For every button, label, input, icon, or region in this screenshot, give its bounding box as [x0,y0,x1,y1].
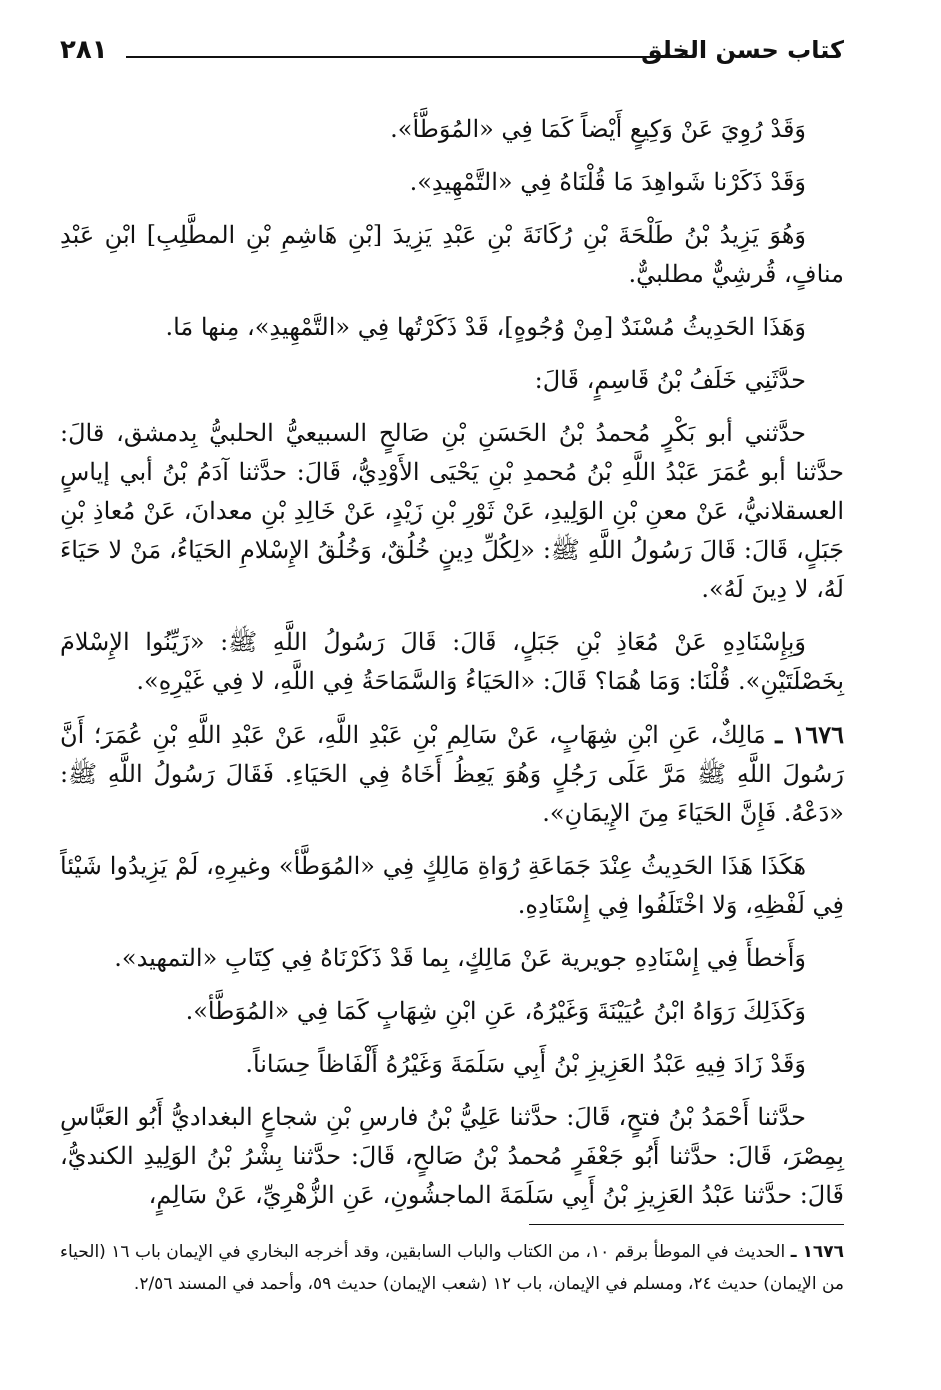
running-title: كتاب حسن الخلق [641,36,844,64]
book-page [60,28,844,1368]
footnote-text: الحديث في الموطأ برقم ١٠، من الكتاب والباب السابقين، وقد أخرجه البخاري في الإيمان باب ١٦ (الحياء من الإيمان) حديث ٢٤، ومسلم في الإيمان، باب ١٢ (شعب الإيمان) حديث ٥٩، وأحمد في المسند ٢/٥٦. [60,1242,844,1294]
paragraph-text: وَأَخطأَ فِي إِسْنَادِهِ جويرية عَنْ مَالِكٍ، بِما قَدْ ذَكَرْنَاهُ فِي كِتَابِ «التمهيد». [114,944,806,972]
hadith-paragraph [60,715,844,833]
footnote-separator [529,1224,844,1225]
paragraph-text: وَقَدْ رُوِيَ عَنْ وَكِيعٍ أَيْضاً كَمَا فِي «المُوَطَّأ». [390,115,806,143]
footnote [60,1236,844,1300]
paragraph-text: وَكَذَلِكَ رَوَاهُ ابْنُ عُيَيْنَةَ وَغَيْرُهُ، عَنِ ابْنِ شِهَابٍ كَمَا فِي «المُوَطَّأ». [185,997,806,1025]
paragraph-text: حدَّثني أبو بَكْرٍ مُحمدُ بْنُ الحَسَنِ بْنِ صَالحٍ السبيعيُّ الحلبيُّ بِدمشق، قالَ: حدَّثنا أبو عُمَرَ عَبْدُ اللَّهِ بْنُ مُحمدِ بْنِ يَحْيَى الأَوْدِيُّ، قَالَ: حدَّثنا آدَمُ بْنُ أبي إياسٍ العسقلانيُّ، عَنْ معنِ بْنِ الوَلِيدِ، عَنْ ثَوْرِ بْنِ زَيْدٍ، عَنْ خَالِدِ بْنِ معدانَ، عَنْ مُعاذِ بْنِ جَبَلٍ، قَالَ: قَالَ رَسُولُ اللَّهِ ﷺ: «لِكُلِّ دِينٍ خُلُقٌ، وَخُلُقُ الإِسْلامِ الحَيَاءُ، مَنْ لا حَيَاءَ لَهُ، لا دِينَ لَهُ». [60,419,844,603]
paragraph-text: وَهُوَ يَزِيدُ بْنُ طَلْحَةَ بْنِ رُكَانَةَ بْنِ عَبْدِ يَزِيدَ [بْنِ هَاشِمِ بْنِ المطَّلِبِ] ابْنِ عَبْدِ منافٍ، قُرشِيٌّ مطلبيٌّ. [60,221,844,288]
paragraph [60,361,844,400]
paragraph-text: وَهَذَا الحَدِيثُ مُسْنَدٌ [مِنْ وُجُوهٍ]، قَدْ ذَكَرْتُها فِي «التَّمْهِيدِ»، مِنها مَا. [165,313,806,341]
paragraph-text: حدَّثَنِي خَلَفُ بْنُ قَاسِمٍ، قَالَ: [534,366,806,394]
paragraph-text: وَقَدْ ذَكَرْنا شَواهِدَ مَا قُلْنَاهُ فِي «التَّمْهِيدِ». [409,168,806,196]
header-rule [126,56,694,58]
paragraph [60,847,844,925]
paragraph [60,623,844,701]
paragraph [60,110,844,149]
footnote-number: ١٦٧٦ ـ [790,1242,844,1262]
page-header [60,28,844,76]
paragraph [60,992,844,1031]
paragraph [60,939,844,978]
paragraph [60,308,844,347]
hadith-number: ١٦٧٦ ـ [775,720,844,749]
paragraph-text: حدَّثنا أَحْمَدُ بْنُ فتحٍ، قَالَ: حدَّثنا عَلِيُّ بْنُ فارسِ بْنِ شجاعٍ البغداديُّ أَبُو العَبَّاسِ بِمِصْرَ، قَالَ: حدَّثنا أَبُو جَعْفَرٍ مُحمدُ بْنُ صَالحٍ، قَالَ: حدَّثنا بِشْرُ بْنُ الوَلِيدِ الكنديُّ، قَالَ: حدَّثنا عَبْدُ العَزِيزِ بْنُ أَبِي سَلَمَةَ الماجشُونِ، عَنِ الزُّهْرِيِّ، عَنْ سَالِمٍ، [60,1103,844,1209]
page-number: ٢٨١ [60,35,108,65]
paragraph [60,216,844,294]
paragraph [60,163,844,202]
paragraph [60,1098,844,1215]
paragraph-text: وَبِإِسْنَادِهِ عَنْ مُعَاذِ بْنِ جَبَلٍ، قَالَ: قَالَ رَسُولُ اللَّهِ ﷺ: «زَيِّنُوا الإِسْلامَ بِخَصْلَتَيْنِ». قُلْنَا: وَمَا هُمَا؟ قَالَ: «الحَيَاءُ وَالسَّمَاحَةُ فِي اللَّهِ، لا فِي غَيْرِهِ». [60,628,844,695]
main-text [60,110,844,1215]
paragraph [60,414,844,609]
paragraph-text: هَكَذَا هَذَا الحَدِيثُ عِنْدَ جَمَاعَةِ رُوَاةِ مَالِكٍ فِي «المُوَطَّأ» وغيرِهِ، لَمْ يَزِيدُوا شَيْئاً فِي لَفْظِهِ، وَلا اخْتَلَفُوا فِي إِسْنَادِهِ. [60,852,844,919]
paragraph-text: وَقَدْ زَادَ فِيهِ عَبْدُ العَزِيزِ بْنُ أَبِي سَلَمَةَ وَغَيْرُهُ أَلْفَاظاً حِسَاناً. [245,1050,806,1078]
paragraph-text: مَالِكٌ، عَنِ ابْنِ شِهَابٍ، عَنْ سَالِمِ بْنِ عَبْدِ اللَّهِ، عَنْ عَبْدِ اللَّهِ بْنِ عُمَرَ؛ أَنَّ رَسُولَ اللَّهِ ﷺ مَرَّ عَلَى رَجُلٍ وَهُوَ يَعِظُ أَخَاهُ فِي الحَيَاءِ. فَقَالَ رَسُولُ اللَّهِ ﷺ: «دَعْهُ. فَإِنَّ الحَيَاءَ مِنَ الإِيمَانِ». [60,721,844,827]
paragraph [60,1045,844,1084]
